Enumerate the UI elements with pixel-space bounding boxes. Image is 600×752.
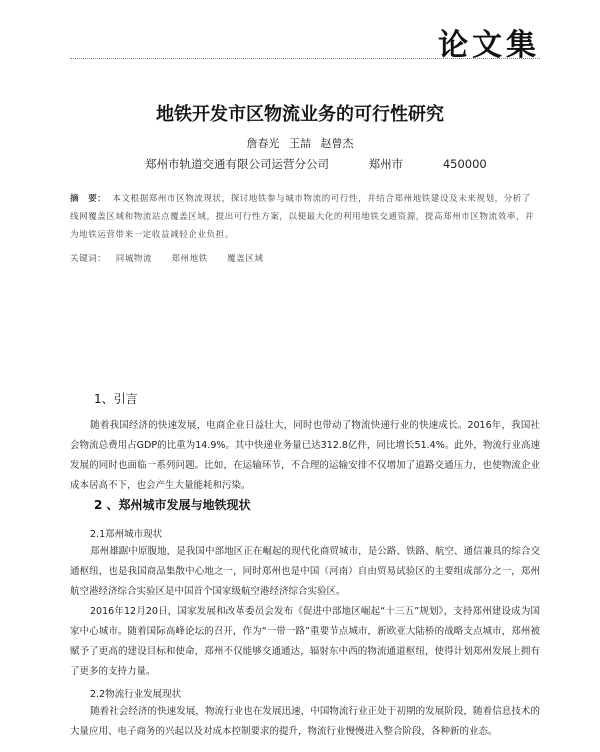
section-heading-intro: 1、引言 — [94, 392, 138, 406]
section-heading-zhengzhou: 2 、郑州城市发展与地铁现状 — [94, 498, 251, 512]
keywords-label: 关键词： — [70, 254, 107, 264]
intro-paragraph — [70, 416, 540, 496]
keyword: 同城物流 — [115, 254, 153, 264]
author-name: 王喆 — [289, 137, 311, 150]
abstract-text: 本文根据郑州市区物流现状，探讨地铁参与城市物流的可行性，并结合郑州地铁建设及未来规划，分析了线网覆盖区域和物流站点覆盖区域，提出可行性方案，以便最大化的利用地铁交通资源，提高郑州市区物流效率，并为地铁运营带来一定收益减轻企业负担。 — [70, 194, 535, 240]
policy-paragraph — [70, 602, 540, 682]
author-name: 赵曾杰 — [320, 137, 354, 150]
abstract — [70, 190, 540, 244]
subsection-heading-logistics: 2.2物流行业发展现状 — [90, 689, 182, 700]
keywords — [70, 252, 540, 264]
author-name: 詹春光 — [246, 137, 280, 150]
keyword: 覆盖区域 — [227, 254, 264, 264]
affiliation-postcode: 450000 — [442, 157, 487, 171]
logistics-paragraph-text: 随着社会经济的快速发展，物流行业也在发展迅速，中国物流行业正处于初期的发展阶段，随着信息技术的大量应用、电子商务的兴起以及对成本控制要求的提升，物流行业慢慢进入整合阶段，各种新的业态。 — [70, 706, 540, 737]
intro-paragraph-text: 随着我国经济的快速发展，电商企业日益壮大，同时也带动了物流快递行业的快速成长。2016年，我国社会物流总费用占GDP的比重为14.9%。其中快递业务量已达312.8亿件，同比增长51.4%。此外，物流行业高速发展的同时也面临一系列问题。比如，在运输环节，不合理的运输安排不仅增加了道路交通压力，也使物流企业成本居高不下，也会产生大量能耗和污染。 — [70, 420, 540, 491]
paper-title: 地铁开发市区物流业务的可行性研究 — [156, 104, 444, 125]
abstract-label: 摘 要： — [70, 194, 107, 204]
journal-header-mark: 论文集 — [438, 28, 540, 63]
author-list — [0, 135, 600, 151]
city-paragraph-text: 郑州雄踞中原腹地，是我国中部地区正在崛起的现代化商贸城市，是公路、铁路、航空、通信兼具的综合交通枢纽，也是我国商品集散中心地之一，同时郑州也是中国（河南）自由贸易试验区的主要组成部分之一，郑州航空港经济综合实验区是中国首个国家级航空港经济综合实验区。 — [70, 546, 540, 597]
logistics-paragraph — [70, 702, 540, 742]
affiliation-org: 郑州市轨道交通有限公司运营分公司 — [145, 157, 329, 171]
keyword: 郑州地铁 — [171, 254, 208, 264]
header-divider — [70, 58, 540, 59]
city-paragraph — [70, 542, 540, 602]
affiliation-city: 郑州市 — [368, 157, 404, 171]
subsection-heading-city: 2.1郑州城市现状 — [90, 529, 163, 540]
policy-paragraph-text: 2016年12月20日，国家发展和改革委员会发布《促进中部地区崛起“十三五”规划》，支持郑州建设成为国家中心城市。随着国际高峰论坛的召开，作为“一带一路”重要节点城市，新欧亚大陆桥的战略支点城市，郑州被赋予了更高的建设目标和使命，郑州不仅能够交通通达，辐射东中西的物流通道枢纽，使得计划郑州发展上拥有了更多的支持力量。 — [70, 606, 540, 677]
affiliation — [145, 156, 523, 172]
